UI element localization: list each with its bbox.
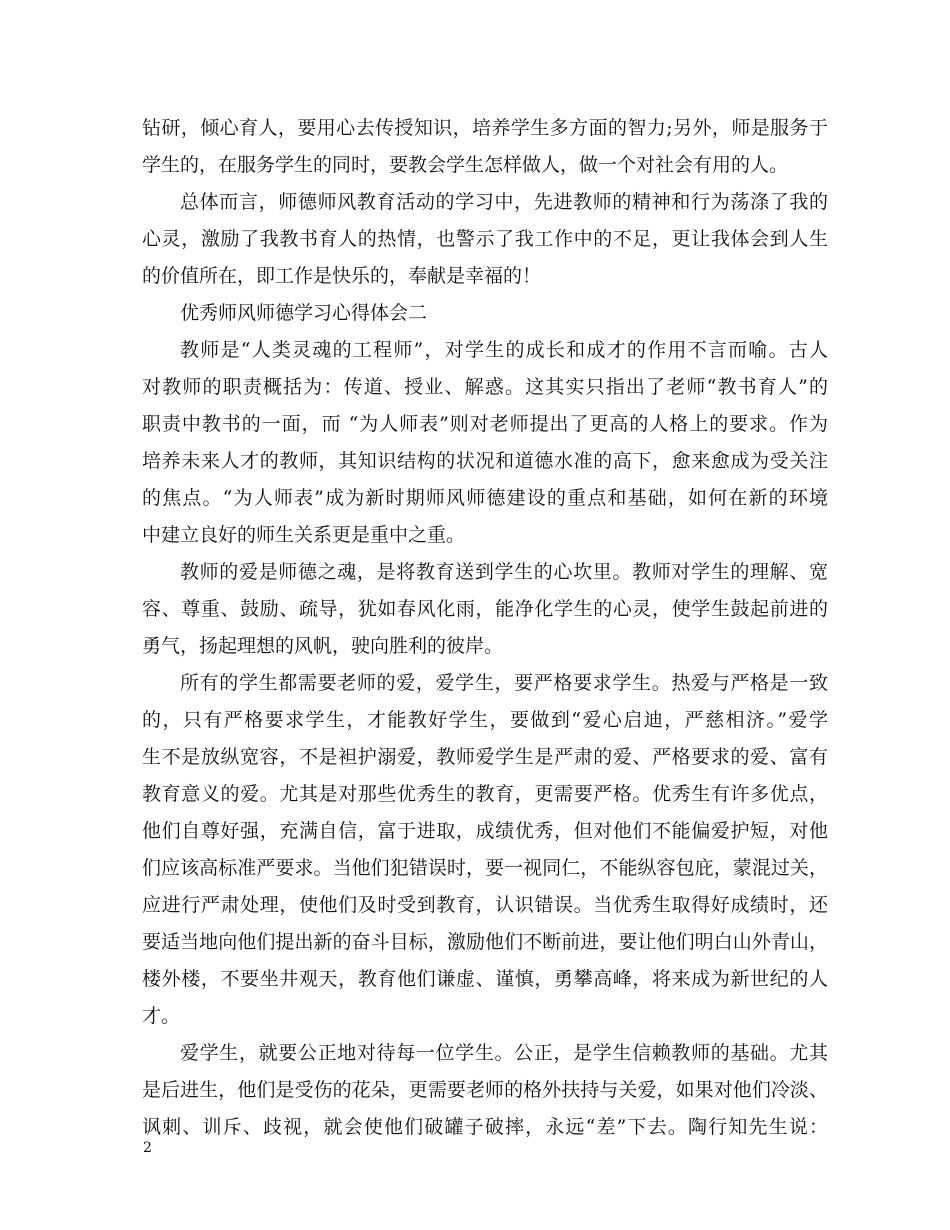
text-line: 生不是放纵宽容，不是袒护溺爱，教师爱学生是严肃的爱、严格要求的爱、富有 (142, 746, 828, 768)
text-line: 对教师的职责概括为：传道、授业、解惑。这其实只指出了老师“教书育人”的 (142, 376, 828, 398)
text-line: 的焦点。“为人师表”成为新时期师风师德建设的重点和基础，如何在新的环境 (142, 487, 828, 509)
text-line: 应进行严肃处理，使他们及时受到教育，认识错误。当优秀生取得好成绩时，还 (142, 894, 828, 916)
text-line: 教师的爱是师德之魂，是将教育送到学生的心坎里。教师对学生的理解、宽 (180, 561, 828, 583)
text-line: 们应该高标准严要求。当他们犯错误时，要一视同仁，不能纵容包庇，蒙混过关， (142, 857, 828, 879)
text-line: 楼外楼，不要坐井观天，教育他们谦虚、谨慎，勇攀高峰，将来成为新世纪的人 (142, 968, 828, 990)
text-line: 钻研，倾心育人，要用心去传授知识，培养学生多方面的智力;另外，师是服务于 (142, 117, 828, 139)
text-line: 优秀师风师德学习心得体会二 (180, 302, 428, 324)
text-line: 是后进生，他们是受伤的花朵，更需要老师的格外扶持与关爱，如果对他们冷淡、 (142, 1079, 828, 1101)
body-text (142, 110, 828, 1146)
text-line: 他们自尊好强，充满自信，富于进取，成绩优秀，但对他们不能偏爱护短，对他 (142, 820, 828, 842)
text-line: 讽刺、训斥、歧视，就会使他们破罐子破摔，永远“差”下去。陶行知先生说： (142, 1116, 828, 1138)
text-line: 心灵，激励了我教书育人的热情，也警示了我工作中的不足，更让我体会到人生 (142, 228, 828, 250)
text-line: 的，只有严格要求学生，才能教好学生，要做到“爱心启迪，严慈相济。”爱学 (142, 709, 828, 731)
text-line: 职责中教书的一面，而 “为人师表”则对老师提出了更高的人格上的要求。作为 (142, 413, 828, 435)
text-line: 学生的，在服务学生的同时，要教会学生怎样做人，做一个对社会有用的人。 (142, 154, 789, 176)
page-number: 2 (143, 1140, 152, 1156)
text-line: 所有的学生都需要老师的爱，爱学生，要严格要求学生。热爱与严格是一致 (180, 672, 828, 694)
text-line: 中建立良好的师生关系更是重中之重。 (142, 524, 466, 546)
text-line: 总体而言，师德师风教育活动的学习中，先进教师的精神和行为荡涤了我的 (180, 191, 828, 213)
text-line: 容、尊重、鼓励、疏导，犹如春风化雨，能净化学生的心灵，使学生鼓起前进的 (142, 598, 828, 620)
text-line: 培养未来人才的教师，其知识结构的状况和道德水准的高下，愈来愈成为受关注 (142, 450, 828, 472)
text-line: 教师是“人类灵魂的工程师”，对学生的成长和成才的作用不言而喻。古人 (180, 339, 828, 361)
text-line: 的价值所在，即工作是快乐的，奉献是幸福的！ (142, 265, 542, 287)
text-line: 教育意义的爱。尤其是对那些优秀生的教育，更需要严格。优秀生有许多优点， (142, 783, 828, 805)
text-line: 要适当地向他们提出新的奋斗目标，激励他们不断前进，要让他们明白山外青山， (142, 931, 828, 953)
text-line: 勇气，扬起理想的风帆，驶向胜利的彼岸。 (142, 635, 504, 657)
text-line: 爱学生，就要公正地对待每一位学生。公正，是学生信赖教师的基础。尤其 (180, 1042, 828, 1064)
text-line: 才。 (142, 1005, 181, 1027)
